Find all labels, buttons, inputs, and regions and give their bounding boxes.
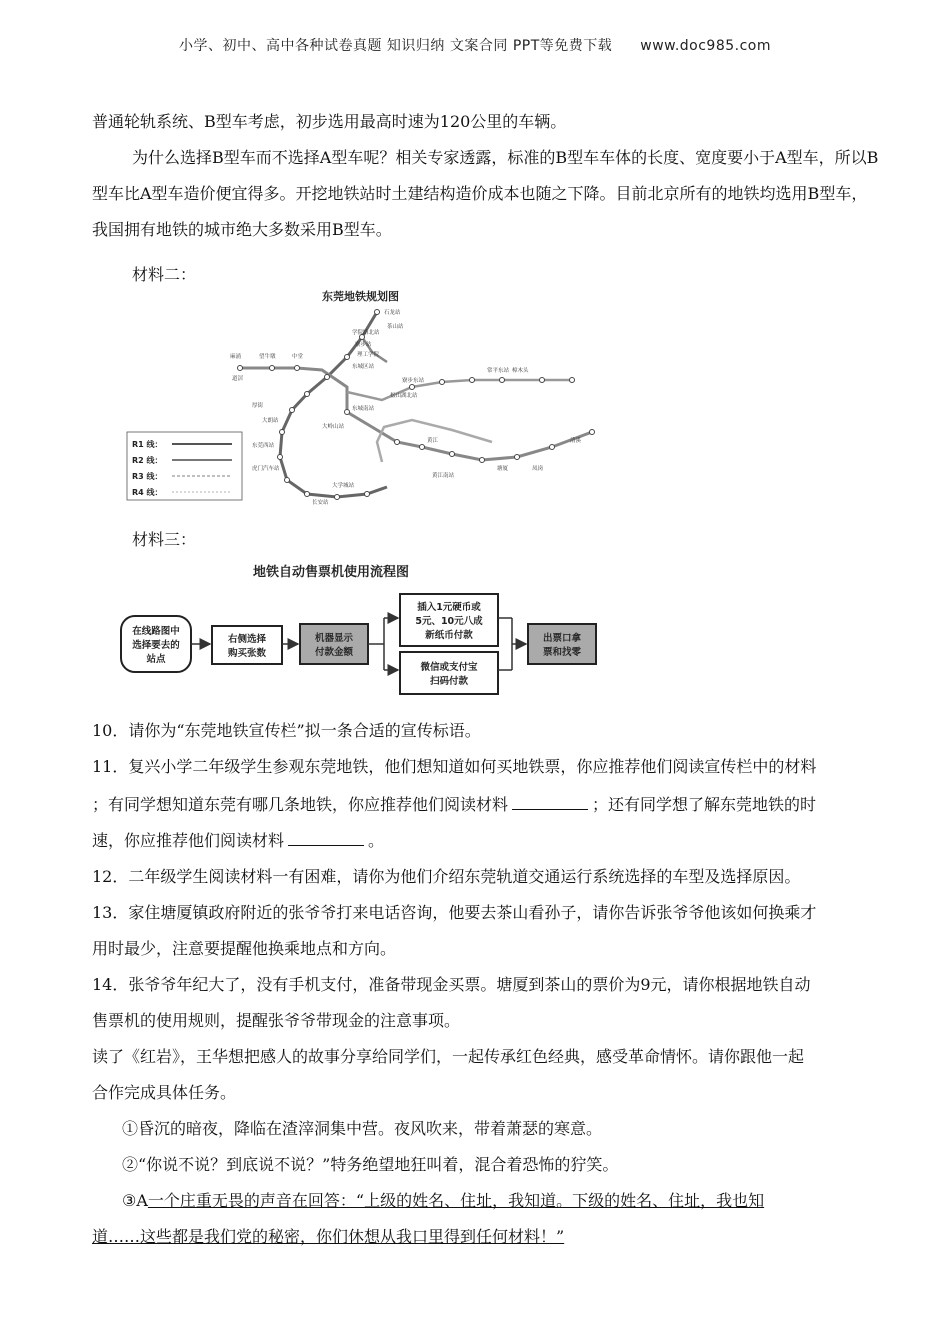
legend-r4: R4 线： <box>132 488 163 497</box>
station-label: 寮步东站 <box>402 378 425 384</box>
hongyan-intro-line2: 合作完成具体任务。 <box>92 1083 237 1102</box>
station-label: 东城南站 <box>352 406 375 412</box>
station-label: 清溪 <box>570 438 582 444</box>
step2-line: 右侧选择 <box>227 634 267 645</box>
map-title: 东莞地铁规划图 <box>322 290 399 303</box>
metro-map <box>122 282 622 512</box>
sentence-2: ②“你说不说？到底说不说？”特务绝望地狂叫着，混合着恐怖的狞笑。 <box>122 1155 619 1174</box>
header-url[interactable]: www.doc985.com <box>640 38 772 54</box>
station-label: 虎门汽车站 <box>252 466 280 472</box>
step3-line: 机器显示 <box>314 633 354 644</box>
step4b-line: 扫码付款 <box>429 676 469 687</box>
question-13-line2: 用时最少，注意要提醒他换乘地点和方向。 <box>92 939 397 958</box>
intro-line: 普通轮轨系统、B型车考虑，初步选用最高时速为120公里的车辆。 <box>92 112 567 131</box>
station-label: 麻涌 <box>230 354 242 360</box>
intro-paragraph: 为什么选择B型车而不选择A型车呢？相关专家透露，标准的B型车车体的长度、宽度要小于A型车，所以B型车比A型车造价便宜得多。开挖地铁站时土建结构造价成本也随之下降。目前北京所有的地铁均选用B型车，我国拥有地铁的城市绝大多数采用B型车。 <box>92 148 879 239</box>
sentence-3-line2 <box>92 1219 887 1255</box>
step1-line: 选择要去的 <box>132 640 180 651</box>
question-14-line1: 14．张爷爷年纪大了，没有手机支付，准备带现金买票。塘厦到茶山的票价为9元，请你根据地铁自动 <box>92 975 811 994</box>
step4a-line: 新纸币付款 <box>425 630 473 641</box>
station-label: 黄江南站 <box>432 473 455 479</box>
hongyan-intro-line1: 读了《红岩》，王华想把感人的故事分享给同学们，一起传承红色经典，感受革命情怀。请你跟他一起 <box>92 1047 805 1066</box>
station-label: 大学城站 <box>332 483 355 489</box>
question-11-line3 <box>92 823 887 859</box>
sentence-1: ①昏沉的暗夜，降临在渣滓洞集中营。夜风吹来，带着萧瑟的寒意。 <box>122 1119 603 1138</box>
flow-step-scan-payment <box>400 652 498 694</box>
flow-title: 地铁自动售票机使用流程图 <box>253 565 410 580</box>
station-label: 中堂 <box>292 354 304 360</box>
material2-label: 材料二： <box>132 265 197 284</box>
line-r1 <box>280 312 387 497</box>
step3-line: 付款金额 <box>314 647 354 658</box>
question-10: 10．请你为“东莞地铁宣传栏”拟一条合适的宣传标语。 <box>92 721 481 740</box>
sentence-3-underlined: 一个庄重无畏的声音在回答：“上级的姓名、住址，我知道。下级的姓名、住址，我也知 <box>147 1191 765 1210</box>
sentence-3-underlined: 道……这些都是我们党的秘密，你们休想从我口里得到任何材料！” <box>92 1227 565 1246</box>
question-11-line1: 11．复兴小学二年级学生参观东莞地铁，他们想知道如何买地铁票，你应推荐他们阅读宣传栏中的材料 <box>92 757 817 776</box>
station-label: 黄江 <box>427 438 439 444</box>
question-11-line2 <box>92 787 887 823</box>
station-label: 寮步站 <box>355 342 372 348</box>
step4a-line: 5元、10元八成 <box>415 616 483 627</box>
legend-r3: R3 线： <box>132 472 163 481</box>
question-14-line2: 售票机的使用规则，提醒张爷爷带现金的注意事项。 <box>92 1011 461 1030</box>
station-label: 樟木头 <box>512 368 529 374</box>
station-label: 东城区站 <box>352 364 375 370</box>
station-label: 道滘 <box>232 376 244 382</box>
question-12: 12．二年级学生阅读材料一有困难，请你为他们介绍东莞轨道交通运行系统选择的车型及选择原因。 <box>92 867 801 886</box>
step5-line: 出票口拿 <box>542 633 582 644</box>
page-header <box>0 35 950 55</box>
flow-step-collect-ticket <box>528 624 596 664</box>
sentence-3-mark: ③A <box>122 1191 148 1210</box>
step4b-line: 微信或支付宝 <box>420 662 478 673</box>
q11-text: 。 <box>368 831 385 850</box>
legend-r1: R1 线： <box>132 440 163 449</box>
station-label: 凤岗 <box>532 466 544 472</box>
sentence-3-line1 <box>122 1183 882 1219</box>
station-label: 大岭山站 <box>322 424 345 430</box>
step2-line: 购买张数 <box>227 648 267 659</box>
station-label: 理工学院 <box>357 352 380 358</box>
step1-line: 在线路图中 <box>132 626 180 637</box>
station-label: 望牛墩 <box>259 354 276 360</box>
station-label: 长安站 <box>312 500 329 506</box>
q11-text: ；有同学想知道东莞有哪几条地铁，你应推荐他们阅读材料 <box>92 795 509 814</box>
station-label: 厚街 <box>252 403 264 409</box>
line-r3 <box>347 380 572 400</box>
station-label: 大朗站 <box>262 418 279 424</box>
station-label: 塘厦 <box>497 466 509 472</box>
step1-line: 站点 <box>146 654 166 665</box>
station-label: 东莞西站 <box>252 443 275 449</box>
legend-r2: R2 线： <box>132 456 163 465</box>
material3-label: 材料三： <box>132 530 197 549</box>
answer-blank[interactable] <box>512 795 588 810</box>
step4a-line: 插入1元硬币或 <box>417 602 481 613</box>
step5-line: 票和找零 <box>542 647 582 658</box>
station-label: 石龙站 <box>384 310 401 316</box>
q11-text: 速，你应推荐他们阅读材料 <box>92 831 285 850</box>
station-label: 学院路北站 <box>352 330 380 336</box>
station-label: 松山湖北站 <box>390 393 418 399</box>
header-text: 小学、初中、高中各种试卷真题 知识归纳 文案合同 PPT等免费下载 <box>178 38 613 54</box>
flow-step-show-amount <box>300 624 368 664</box>
q11-text: ；还有同学想了解东莞地铁的时 <box>592 795 817 814</box>
ticket-flowchart <box>118 558 618 700</box>
question-13-line1: 13．家住塘厦镇政府附近的张爷爷打来电话咨询，他要去茶山看孙子，请你告诉张爷爷他该如何换乘才 <box>92 903 817 922</box>
station-label: 茶山站 <box>387 324 404 330</box>
station-label: 常平东站 <box>487 368 510 374</box>
answer-blank[interactable] <box>288 831 364 846</box>
